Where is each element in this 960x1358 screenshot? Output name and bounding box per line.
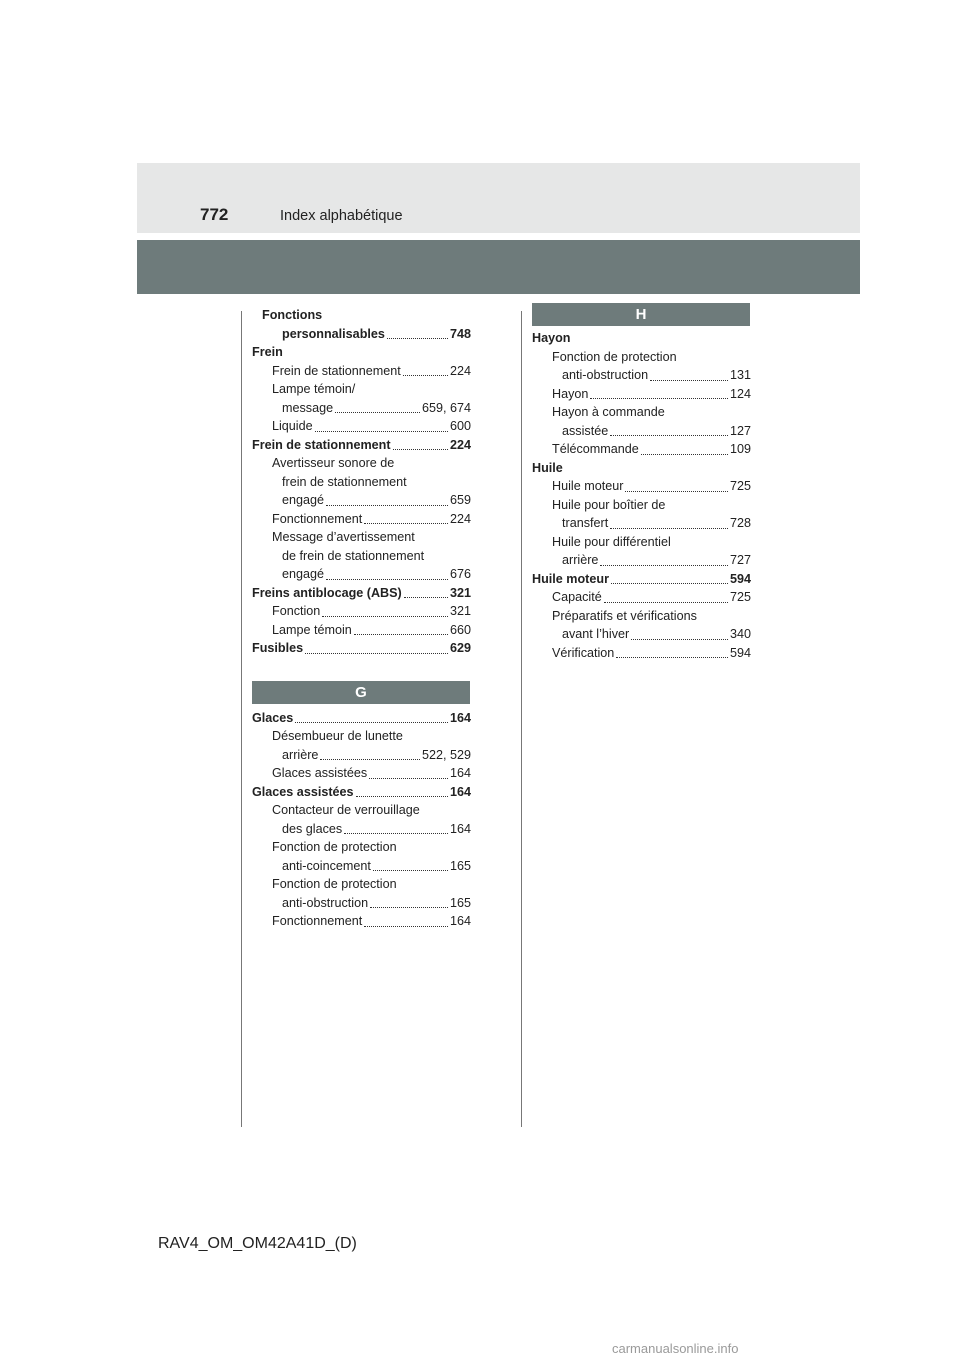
index-term: Huile pour boîtier de (552, 497, 666, 512)
dot-leader (404, 597, 448, 598)
dot-leader (403, 375, 448, 376)
page-reference[interactable]: 321 (449, 604, 471, 618)
dot-leader (373, 870, 448, 871)
page-reference[interactable]: 164 (449, 914, 471, 928)
page-reference[interactable]: 127 (729, 423, 751, 438)
watermark: carmanualsonline.info (612, 1341, 739, 1356)
page-reference[interactable]: 224 (449, 511, 471, 526)
index-term: Hayon à commande (552, 405, 665, 419)
index-term: arrière (562, 553, 599, 567)
dot-leader (590, 398, 728, 399)
letter-banner: G (252, 681, 470, 704)
dot-leader (610, 435, 728, 436)
index-term: Frein de stationnement (272, 363, 401, 378)
index-entry[interactable] (532, 385, 751, 404)
index-entry[interactable] (532, 570, 751, 589)
index-term: personnalisables (282, 326, 385, 341)
page-reference[interactable]: 659, 674 (421, 400, 471, 415)
index-term: Huile moteur (532, 571, 609, 586)
dot-leader (370, 907, 448, 908)
index-entry[interactable] (252, 912, 471, 931)
index-term: Glaces assistées (252, 784, 354, 799)
page-reference[interactable]: 124 (729, 386, 751, 401)
index-term: Lampe témoin (272, 622, 352, 637)
dot-leader (335, 412, 420, 413)
page-reference[interactable]: 340 (729, 627, 751, 641)
index-entry[interactable] (252, 857, 471, 876)
index-entry[interactable] (252, 764, 471, 783)
index-term: assistée (562, 423, 609, 438)
document-code: RAV4_OM_OM42A41D_(D) (158, 1235, 357, 1252)
index-term: anti-obstruction (562, 368, 649, 382)
index-term: Huile pour différentiel (552, 534, 671, 549)
page-reference[interactable]: 748 (449, 326, 471, 341)
index-entry[interactable] (532, 625, 751, 644)
index-term: Liquide (272, 419, 313, 433)
index-column-left (252, 306, 471, 931)
index-entry[interactable] (532, 514, 751, 533)
index-term: Fonction de protection (272, 877, 397, 891)
index-term: arrière (282, 747, 319, 762)
index-term: Avertisseur sonore de (272, 456, 395, 470)
index-term: Huile (532, 460, 563, 475)
index-entry[interactable] (252, 565, 471, 584)
index-term: Hayon (532, 331, 571, 345)
page-reference[interactable]: 659 (449, 493, 471, 507)
dot-leader (600, 565, 728, 566)
index-term: Vérification (552, 645, 615, 660)
index-entry[interactable] (252, 894, 471, 913)
index-term: transfert (562, 516, 609, 530)
dot-leader (610, 528, 728, 529)
index-entry[interactable] (252, 783, 471, 802)
index-entry[interactable] (532, 588, 751, 607)
index-term: Fonctions (262, 308, 323, 322)
section-title: Index alphabétique (280, 208, 403, 224)
index-term: de frein de stationnement (282, 548, 425, 563)
dot-leader (326, 505, 448, 506)
letter-banner: H (532, 303, 750, 326)
page-reference[interactable]: 321 (449, 585, 471, 600)
index-entry[interactable] (252, 746, 471, 765)
index-term: Glaces assistées (272, 766, 368, 780)
index-term: Lampe témoin/ (272, 382, 356, 396)
index-entry[interactable] (532, 551, 751, 570)
dot-leader (650, 380, 728, 381)
index-term: Préparatifs et vérifications (552, 608, 697, 623)
index-term: Hayon (552, 386, 589, 401)
page-reference[interactable]: 109 (729, 442, 751, 456)
column-divider-middle (521, 311, 522, 1127)
dot-leader (305, 653, 448, 654)
page-reference[interactable]: 131 (729, 368, 751, 382)
index-entry[interactable] (252, 417, 471, 436)
index-term: Télécommande (552, 442, 639, 456)
page-reference[interactable]: 224 (449, 363, 471, 378)
page-reference[interactable]: 727 (729, 553, 751, 567)
dot-leader (326, 579, 448, 580)
dot-leader (616, 657, 728, 658)
index-entry[interactable] (532, 440, 751, 459)
header-band (137, 163, 860, 233)
index-entry[interactable] (252, 621, 471, 640)
index-column-right (532, 303, 751, 662)
index-term: frein de stationnement (282, 474, 407, 489)
page-reference[interactable]: 600 (449, 419, 471, 433)
index-entry[interactable] (252, 491, 471, 510)
index-entry[interactable] (252, 602, 471, 621)
index-term: des glaces (282, 821, 343, 836)
index-term: Frein (252, 345, 283, 359)
page-reference[interactable]: 660 (449, 622, 471, 637)
index-term: Fonctionnement (272, 914, 363, 928)
dot-leader (364, 523, 448, 524)
index-term: Fusibles (252, 641, 304, 655)
index-term: avant l’hiver (562, 627, 630, 641)
index-term: message (282, 400, 334, 415)
index-term: anti-obstruction (282, 895, 369, 910)
index-entry[interactable] (532, 422, 751, 441)
page-number: 772 (200, 205, 229, 224)
index-term: Message d’avertissement (272, 530, 415, 544)
dot-leader (344, 833, 448, 834)
index-entry[interactable] (252, 639, 471, 658)
index-term: Capacité (552, 590, 602, 604)
index-entry[interactable] (532, 644, 751, 663)
index-entry[interactable] (532, 477, 751, 496)
dot-leader (625, 491, 728, 492)
dot-leader (387, 338, 448, 339)
dot-leader (631, 639, 728, 640)
dot-leader (364, 926, 448, 927)
dot-leader (369, 778, 448, 779)
index-term: Contacteur de verrouillage (272, 803, 420, 817)
header-bar (137, 240, 860, 294)
index-entry[interactable] (252, 820, 471, 839)
spacer (252, 658, 471, 681)
page-reference[interactable]: 224 (449, 437, 471, 452)
dot-leader (611, 583, 728, 584)
index-term: Fonction de protection (272, 840, 397, 854)
page-reference[interactable]: 594 (729, 645, 751, 660)
dot-leader (315, 431, 448, 432)
index-entry[interactable] (252, 709, 471, 728)
column-divider-left (241, 311, 242, 1127)
index-entry[interactable] (252, 584, 471, 603)
index-term: Fonction de protection (552, 349, 677, 364)
index-entry[interactable] (252, 436, 471, 455)
page-reference[interactable]: 676 (449, 567, 471, 581)
index-term: Frein de stationnement (252, 437, 391, 452)
dot-leader (393, 449, 448, 450)
index-term: Huile moteur (552, 479, 624, 493)
dot-leader (356, 796, 448, 797)
page-reference[interactable]: 165 (449, 895, 471, 910)
page-reference[interactable]: 164 (449, 710, 471, 725)
page-reference[interactable]: 164 (449, 784, 471, 799)
page-reference[interactable]: 728 (729, 516, 751, 530)
page-reference[interactable]: 164 (449, 766, 471, 780)
dot-leader (604, 602, 728, 603)
page-reference[interactable]: 725 (729, 479, 751, 493)
index-entry[interactable] (252, 399, 471, 418)
page-reference[interactable]: 522, 529 (421, 747, 471, 762)
page-reference[interactable]: 164 (449, 821, 471, 836)
index-term: Fonction (272, 604, 321, 618)
index-term: engagé (282, 567, 325, 581)
page-reference[interactable]: 594 (729, 571, 751, 586)
dot-leader (641, 454, 728, 455)
dot-leader (295, 722, 448, 723)
index-term: anti-coincement (282, 858, 371, 873)
index-term: Freins antiblocage (ABS) (252, 585, 402, 600)
page-reference[interactable]: 725 (729, 590, 751, 604)
dot-leader (320, 759, 420, 760)
index-entry[interactable] (532, 366, 751, 385)
index-term: Désembueur de lunette (272, 729, 403, 743)
page-reference[interactable]: 165 (449, 858, 471, 873)
index-term: Glaces (252, 710, 294, 725)
index-term: engagé (282, 493, 325, 507)
index-term: Fonctionnement (272, 511, 363, 526)
dot-leader (354, 634, 448, 635)
index-entry[interactable] (252, 325, 471, 344)
dot-leader (322, 616, 448, 617)
index-entry[interactable] (252, 362, 471, 381)
index-entry[interactable] (252, 510, 471, 529)
page-reference[interactable]: 629 (449, 641, 471, 655)
